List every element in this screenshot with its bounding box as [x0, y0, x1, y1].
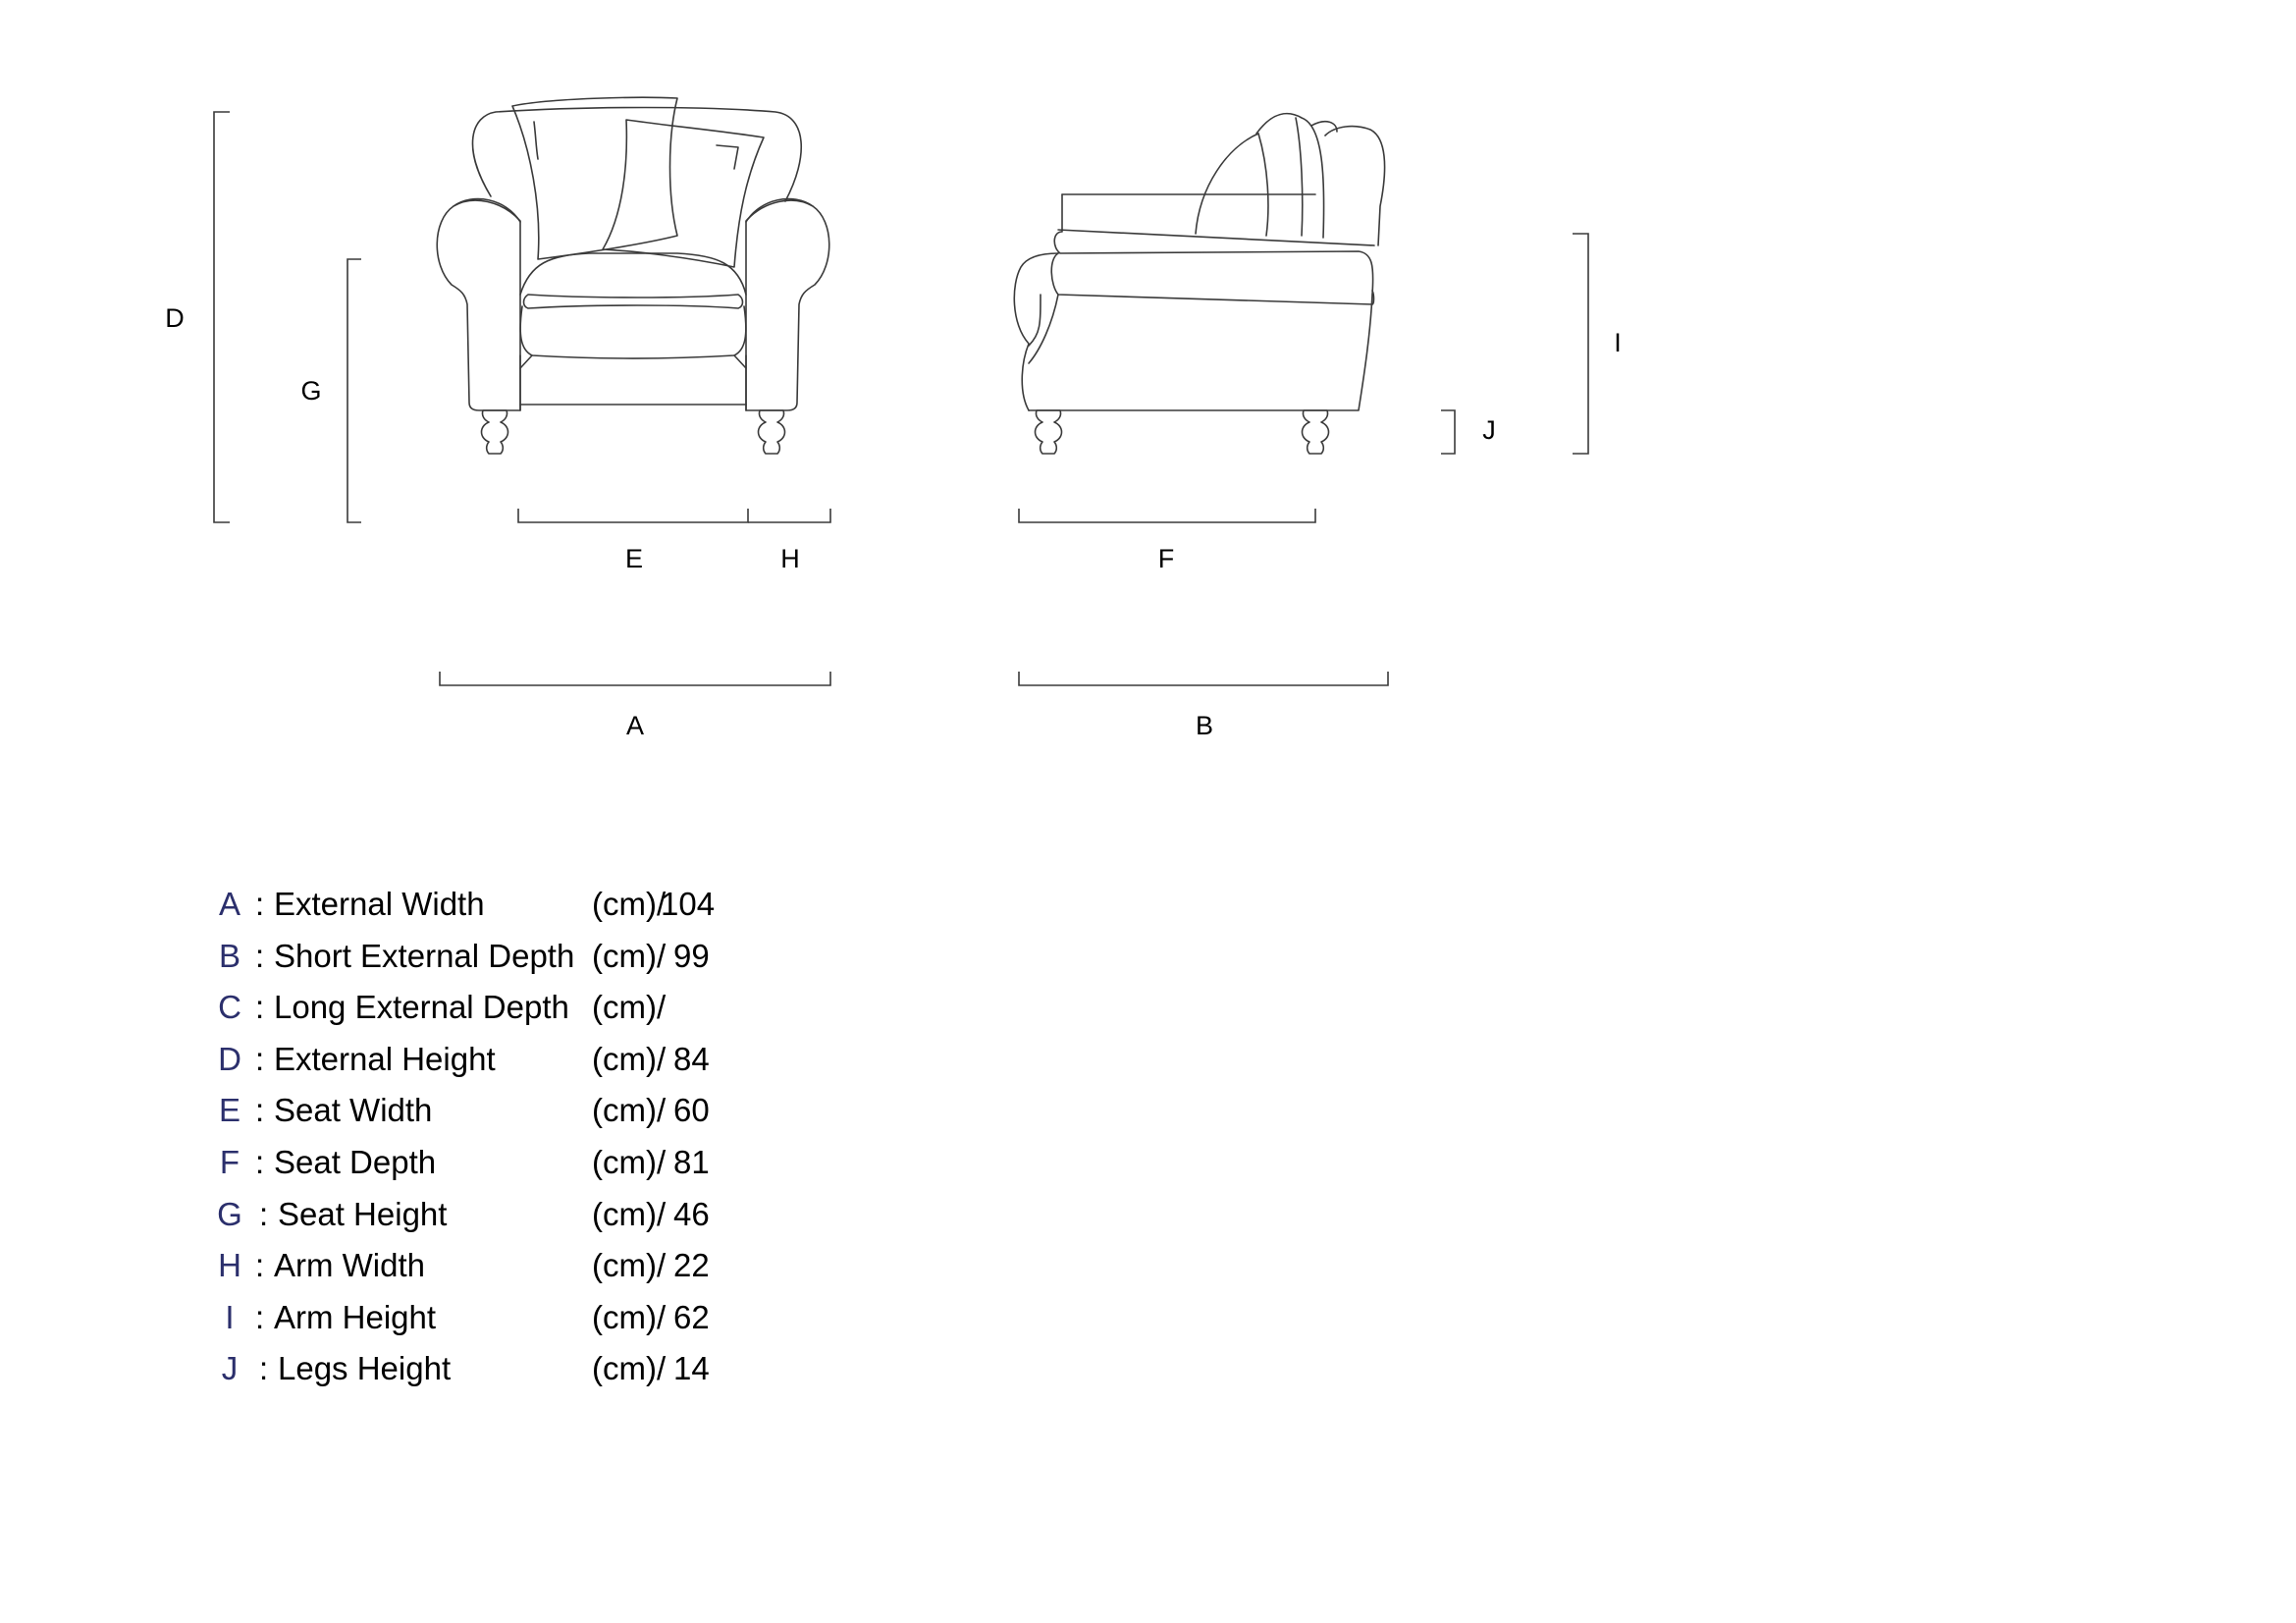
- dimension-g-bracket: [347, 259, 361, 522]
- label-a: A: [625, 711, 645, 740]
- spec-unit: (cm)/: [592, 886, 667, 922]
- armchair-side-view: [1014, 114, 1384, 454]
- spec-colon: :: [255, 1298, 265, 1335]
- spec-colon: :: [259, 1350, 269, 1387]
- spec-colon: :: [255, 989, 265, 1026]
- dimension-d-bracket: [214, 112, 230, 522]
- spec-value: 104: [661, 886, 716, 922]
- spec-value: 22: [673, 1247, 710, 1284]
- spec-unit: (cm)/: [592, 1195, 667, 1232]
- dimension-f-bracket: [1019, 509, 1315, 522]
- spec-value: 84: [673, 1040, 710, 1077]
- spec-value: 81: [673, 1143, 710, 1180]
- spec-unit: (cm)/: [592, 937, 667, 974]
- label-g: G: [300, 376, 322, 406]
- spec-letter: A: [218, 886, 240, 922]
- spec-name: External Height: [274, 1040, 496, 1077]
- spec-letter: E: [218, 1092, 240, 1129]
- dimension-a-bracket: [440, 672, 830, 685]
- spec-letter: I: [225, 1298, 235, 1335]
- spec-name: Arm Width: [274, 1247, 426, 1284]
- spec-unit: (cm)/: [592, 1298, 667, 1335]
- spec-name: Seat Width: [274, 1092, 433, 1129]
- spec-unit: (cm)/: [592, 1040, 667, 1077]
- spec-name: Short External Depth: [274, 937, 575, 974]
- spec-colon: :: [255, 1092, 265, 1129]
- dimension-h-bracket: [748, 509, 830, 522]
- spec-name: Seat Depth: [274, 1143, 437, 1180]
- spec-name: External Width: [274, 886, 485, 922]
- spec-colon: :: [255, 937, 265, 974]
- spec-value: 62: [673, 1298, 710, 1335]
- spec-letter: F: [219, 1143, 240, 1180]
- spec-letter: D: [218, 1040, 241, 1077]
- spec-name: Legs Height: [278, 1350, 452, 1387]
- label-j: J: [1482, 415, 1496, 445]
- spec-letter: B: [218, 937, 240, 974]
- spec-value: 14: [673, 1350, 710, 1387]
- label-i: I: [1614, 328, 1622, 357]
- spec-value: 99: [673, 937, 710, 974]
- label-e: E: [624, 544, 644, 573]
- spec-unit: (cm)/: [592, 1350, 667, 1387]
- spec-unit: (cm)/: [592, 1247, 667, 1284]
- dimension-b-bracket: [1019, 672, 1388, 685]
- armchair-front-view: [437, 97, 829, 454]
- spec-letter: G: [217, 1195, 242, 1232]
- dimension-labels: [165, 303, 1622, 740]
- spec-colon: :: [255, 1040, 265, 1077]
- spec-name: Arm Height: [274, 1298, 437, 1335]
- label-d: D: [165, 303, 185, 333]
- spec-name: Seat Height: [278, 1195, 448, 1232]
- spec-letter: H: [218, 1247, 241, 1284]
- spec-letter: C: [218, 989, 241, 1026]
- dimension-e-bracket: [518, 509, 748, 522]
- spec-colon: :: [255, 1247, 265, 1284]
- spec-colon: :: [259, 1195, 269, 1232]
- label-h: H: [780, 544, 800, 573]
- spec-value: 46: [673, 1195, 710, 1232]
- spec-colon: :: [255, 886, 265, 922]
- dimension-i-bracket: [1573, 234, 1588, 454]
- spec-value: 60: [673, 1092, 710, 1129]
- spec-letter: J: [221, 1350, 239, 1387]
- dimension-j-bracket: [1441, 410, 1455, 454]
- spec-name: Long External Depth: [274, 989, 569, 1026]
- label-f: F: [1157, 544, 1175, 573]
- spec-colon: :: [255, 1143, 265, 1180]
- spec-unit: (cm)/: [592, 989, 667, 1026]
- label-b: B: [1195, 711, 1214, 740]
- spec-unit: (cm)/: [592, 1143, 667, 1180]
- spec-unit: (cm)/: [592, 1092, 667, 1129]
